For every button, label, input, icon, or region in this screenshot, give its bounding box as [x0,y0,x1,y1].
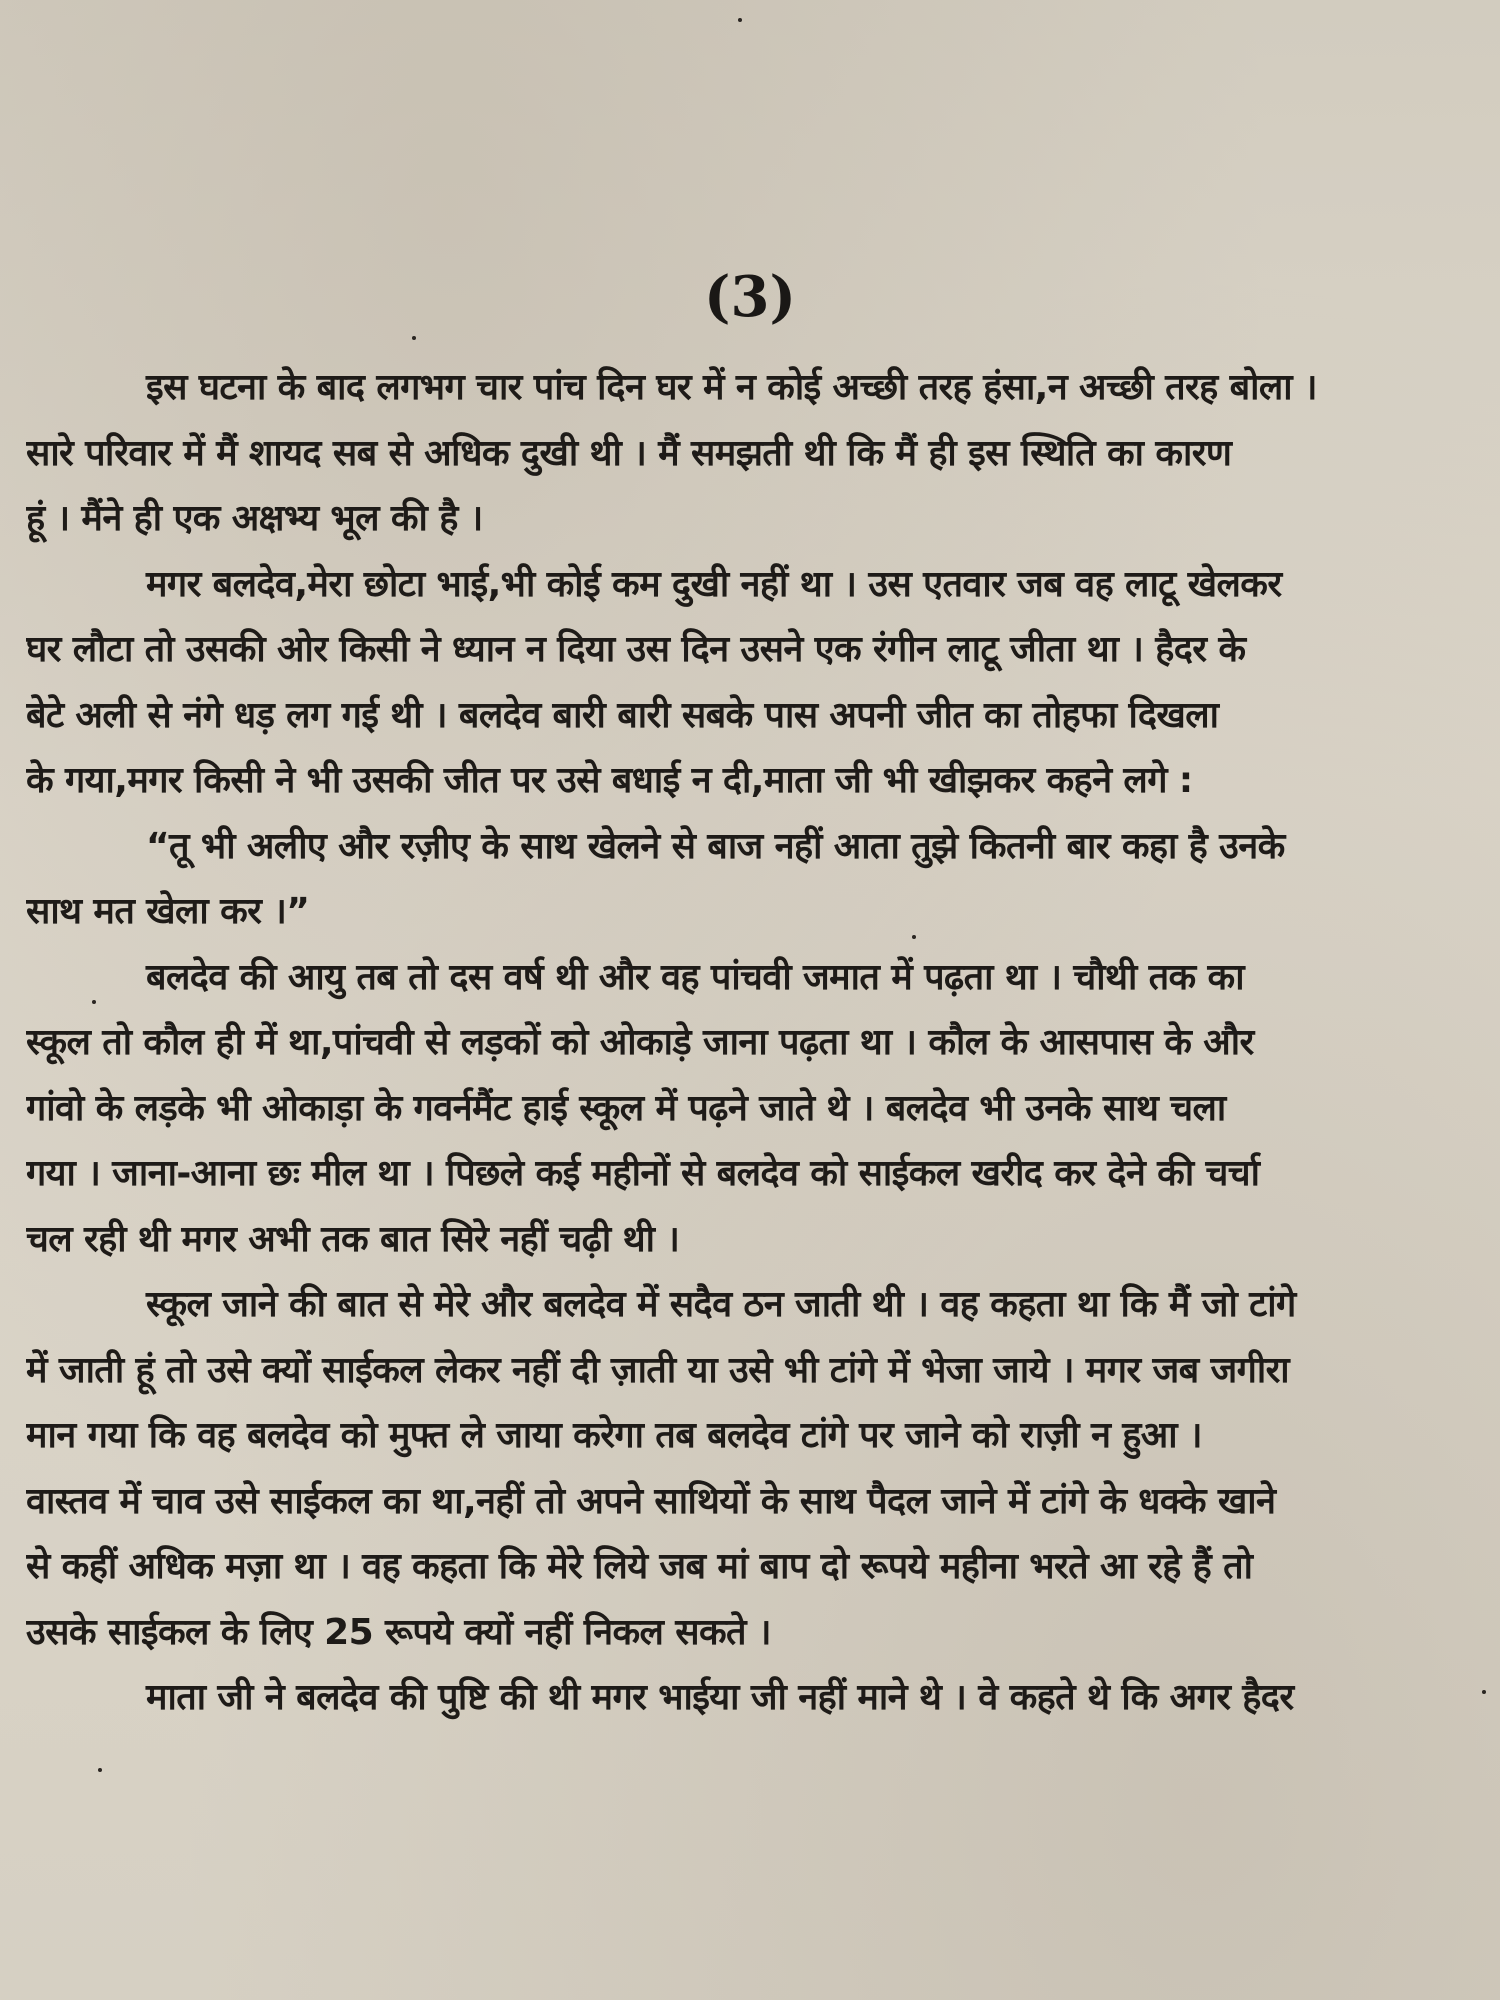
text-line: बेटे अली से नंगे धड़ लग गई थी । बलदेव बारी बारी सबके पास अपनी जीत का तोहफा दिखला [26,694,1219,736]
page-number: (3) [704,264,796,330]
text-line: के गया,मगर किसी ने भी उसकी जीत पर उसे बधाई न दी,माता जी भी खीझकर कहने लगे : [26,760,1193,801]
text-line: गांवो के लड़के भी ओकाड़ा के गवर्नमैंट हाई स्कूल में पढ़ने जाते थे । बलदेव भी उनके साथ चला [26,1087,1226,1129]
paragraph-first-line: बलदेव की आयु तब तो दस वर्ष थी और वह पांचवी जमात में पढ़ता था । चौथी तक का [146,956,1244,998]
text-line: उसके साईकल के लिए 25 रूपये क्यों नहीं निकल सकते । [26,1611,771,1653]
paragraph-first-line: इस घटना के बाद लगभग चार पांच दिन घर में न कोई अच्छी तरह हंसा,न अच्छी तरह बोला । [146,367,1317,408]
body-text [26,355,1476,1731]
paper-speck [98,1768,102,1772]
paper-speck [738,18,742,22]
paragraph-first-line: माता जी ने बलदेव की पुष्टि की थी मगर भाईया जी नहीं माने थे । वे कहते थे कि अगर हैदर [146,1677,1294,1718]
paragraph-first-line: “तू भी अलीए और रज़ीए के साथ खेलने से बाज नहीं आता तुझे कितनी बार कहा है उनके [146,825,1285,867]
text-line: में जाती हूं तो उसे क्यों साईकल लेकर नहीं दी ज़ाती या उसे भी टांगे में भेजा जाये । मगर जब जगीरा [26,1349,1290,1391]
paper-speck [412,336,416,340]
text-line: हूं । मैंने ही एक अक्षभ्य भूल की है । [26,498,483,539]
text-line: सारे परिवार में मैं शायद सब से अधिक दुखी थी । मैं समझती थी कि मैं ही इस स्थिति का कारण [26,432,1232,474]
text-line: साथ मत खेला कर ।” [26,891,310,932]
paper-speck [1482,1690,1486,1694]
text-line: घर लौटा तो उसकी ओर किसी ने ध्यान न दिया उस दिन उसने एक रंगीन लाटू जीता था । हैदर के [26,629,1246,670]
paragraph-first-line: मगर बलदेव,मेरा छोटा भाई,भी कोई कम दुखी नहीं था । उस एतवार जब वह लाटू खेलकर [146,563,1282,605]
text-line: मान गया कि वह बलदेव को मुफ्त ले जाया करेगा तब बलदेव टांगे पर जाने को राज़ी न हुआ । [26,1415,1202,1456]
text-line: गया । जाना-आना छः मील था । पिछले कई महीनों से बलदेव को साईकल खरीद कर देने की चर्चा [26,1153,1260,1194]
text-line: स्कूल तो कौल ही में था,पांचवी से लड़कों को ओकाड़े जाना पढ़ता था । कौल के आसपास के और [26,1022,1254,1063]
text-line: चल रही थी मगर अभी तक बात सिरे नहीं चढ़ी थी । [26,1218,680,1260]
text-line: वास्तव में चाव उसे साईकल का था,नहीं तो अपने साथियों के साथ पैदल जाने में टांगे के धक्के खाने [26,1480,1276,1522]
paragraph-first-line: स्कूल जाने की बात से मेरे और बलदेव में सदैव ठन जाती थी । वह कहता था कि मैं जो टांगे [146,1284,1296,1325]
text-line: से कहीं अधिक मज़ा था । वह कहता कि मेरे लिये जब मां बाप दो रूपये महीना भरते आ रहे हैं तो [26,1546,1253,1587]
